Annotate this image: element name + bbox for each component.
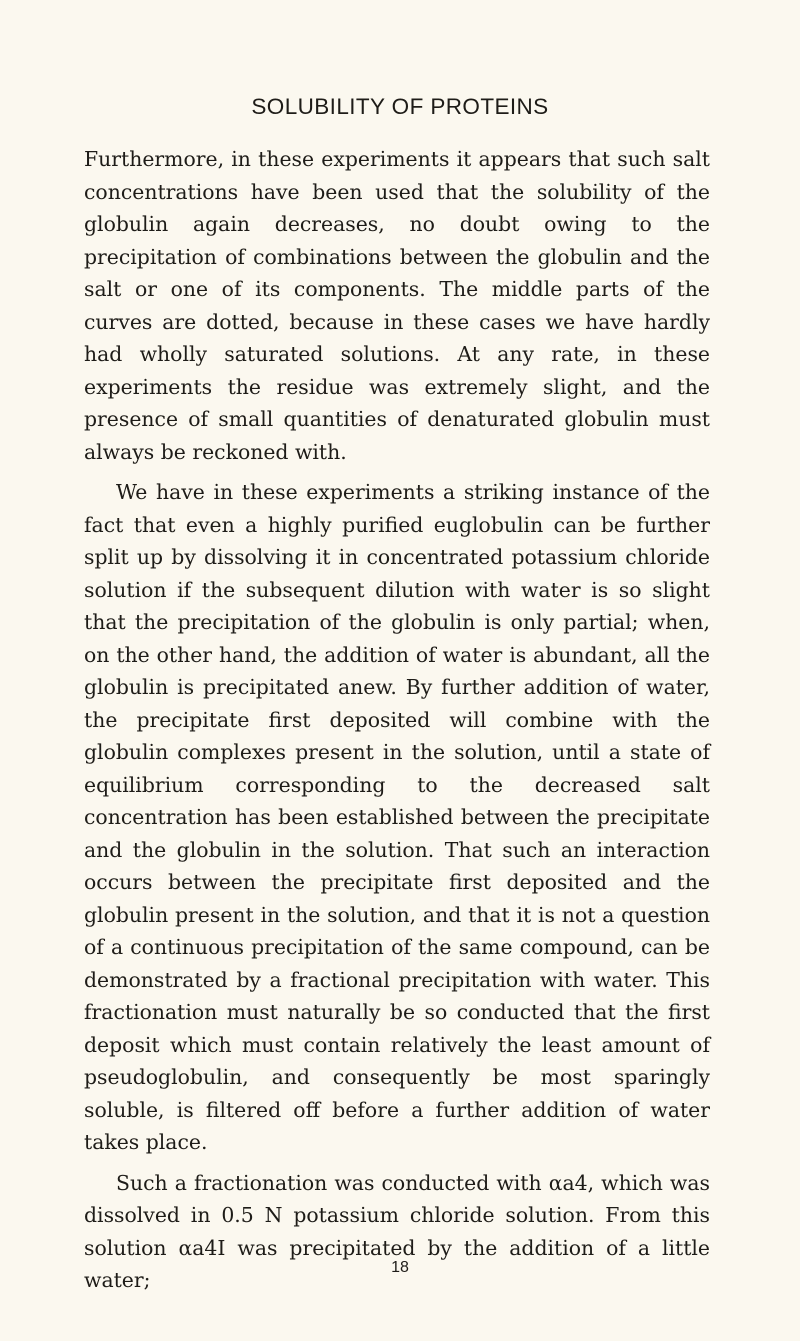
page-number: 18 bbox=[391, 1259, 409, 1276]
paragraph-2: We have in these experiments a striking instance of the fact that even a highly purified euglobulin can be further split up by dissolving it in concentrated potassium chloride solution if the subsequent dilution with water is so slight that the precipitation of the globulin is only partial; when, on the other hand, the addition of water is abundant, all the globulin is precipitated anew. By further addition of water, the precipitate first deposited will combine with the globulin complexes present in the solution, until a state of equilibrium corresponding to the decreased salt concentration has been established between the precipitate and the globulin in the solution. That such an interaction occurs between the precipitate first deposited and the globulin present in the solution, and that it is not a question of a continuous precipitation of the same compound, can be demonstrated by a fractional precipitation with water. This fractionation must naturally be so conducted that the first deposit which must contain relatively the least amount of pseudoglobulin, and consequently be most sparingly soluble, is filtered off before a further addition of water takes place. bbox=[84, 480, 710, 1154]
running-head: SOLUBILITY OF PROTEINS bbox=[251, 94, 549, 119]
body-text bbox=[84, 143, 710, 1297]
paragraph-3: Such a fractionation was conducted with αa4, which was dissolved in 0.5 N potassium chloride solution. From this solution αa4I was precipitated by the addition of a little water; bbox=[84, 1170, 710, 1292]
paragraph-1: Furthermore, in these experiments it appears that such salt concentrations have been used that the solubility of the globulin again decreases, no doubt owing to the precipitation of combinations between the globulin and the salt or one of its components. The middle parts of the curves are dotted, because in these cases we have hardly had wholly saturated solutions. At any rate, in these experiments the residue was extremely slight, and the presence of small quantities of denaturated globulin must always be reckoned with. bbox=[84, 147, 710, 464]
